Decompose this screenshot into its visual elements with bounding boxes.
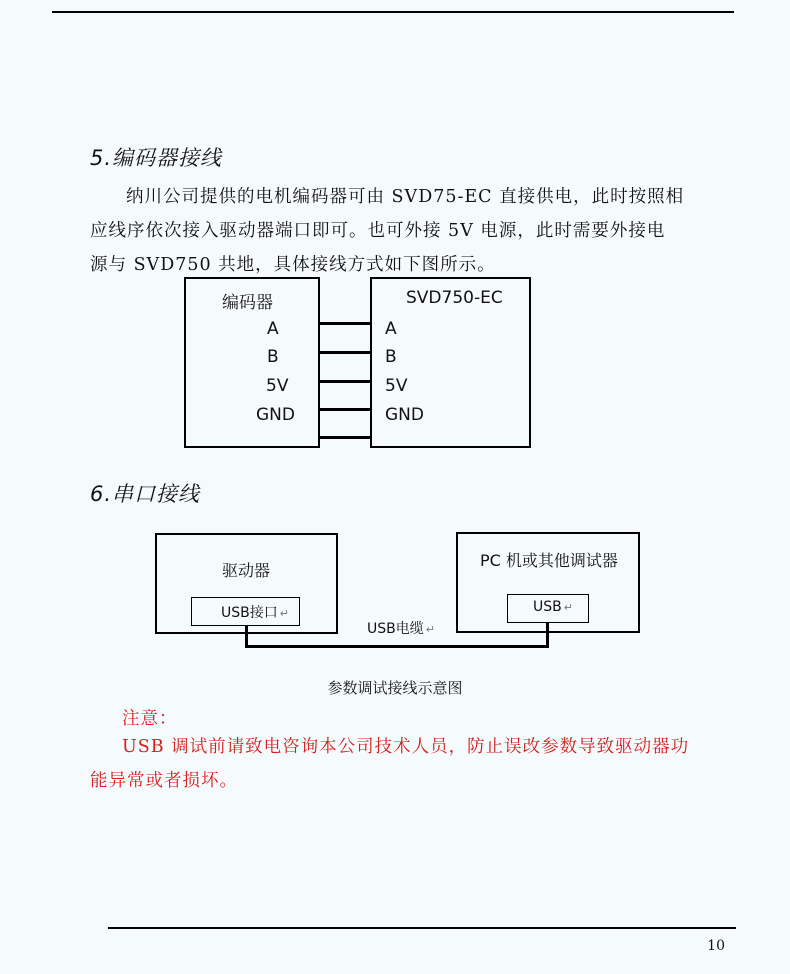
svd750-pin-gnd: GND [385,405,424,425]
return-mark-icon: ↵ [563,601,573,614]
wire-5v [320,380,370,383]
section-5-paragraph [90,180,720,282]
svd750-title: SVD750-EC [406,288,503,308]
driver-usb-port-label [221,602,289,622]
footer-rule [108,927,736,929]
encoder-pin-5v: 5V [266,376,289,396]
usb-cable-label [367,618,435,638]
driver-title: 驱动器 [222,561,271,580]
header-rule [52,11,734,13]
wire-b [320,351,370,354]
return-mark-icon: ↵ [425,623,435,636]
usb-cable-horizontal [245,645,549,648]
pc-title: PC 机或其他调试器 [480,551,618,570]
section-5-heading: 5.编码器接线 [90,146,223,170]
pc-usb-port-label [533,599,573,615]
page-number: 10 [707,938,725,954]
usb-cable-text: USB电缆 [367,621,424,637]
wire-gnd-1 [320,408,370,411]
return-mark-icon: ↵ [279,607,289,620]
paragraph-line: 纳川公司提供的电机编码器可由 SVD75-EC 直接供电，此时按照相 [126,187,685,207]
wire-a [320,322,370,325]
encoder-pin-gnd: GND [256,405,295,425]
svd750-pin-a: A [385,319,397,339]
svd750-pin-b: B [385,347,397,367]
note-line: 能异常或者损坏。 [90,771,238,791]
note-title: 注意： [122,709,178,729]
driver-usb-port-text: USB接口 [221,605,278,621]
pc-usb-port-text: USB [533,599,562,615]
usb-cable-right-drop [546,623,549,648]
paragraph-line: 源与 SVD750 共地，具体接线方式如下图所示。 [90,255,496,275]
encoder-pin-b: B [267,347,279,367]
encoder-pin-a: A [267,319,279,339]
wire-gnd-2 [320,436,370,439]
note-paragraph [90,730,720,798]
encoder-title: 编码器 [222,293,273,313]
section-6-heading: 6.串口接线 [90,482,201,506]
paragraph-line: 应线序依次接入驱动器端口即可。也可外接 5V 电源，此时需要外接电 [90,221,666,241]
svd750-pin-5v: 5V [385,376,408,396]
diagram-caption: 参数调试接线示意图 [327,679,463,697]
note-line: USB 调试前请致电咨询本公司技术人员，防止误改参数导致驱动器功 [122,737,690,757]
